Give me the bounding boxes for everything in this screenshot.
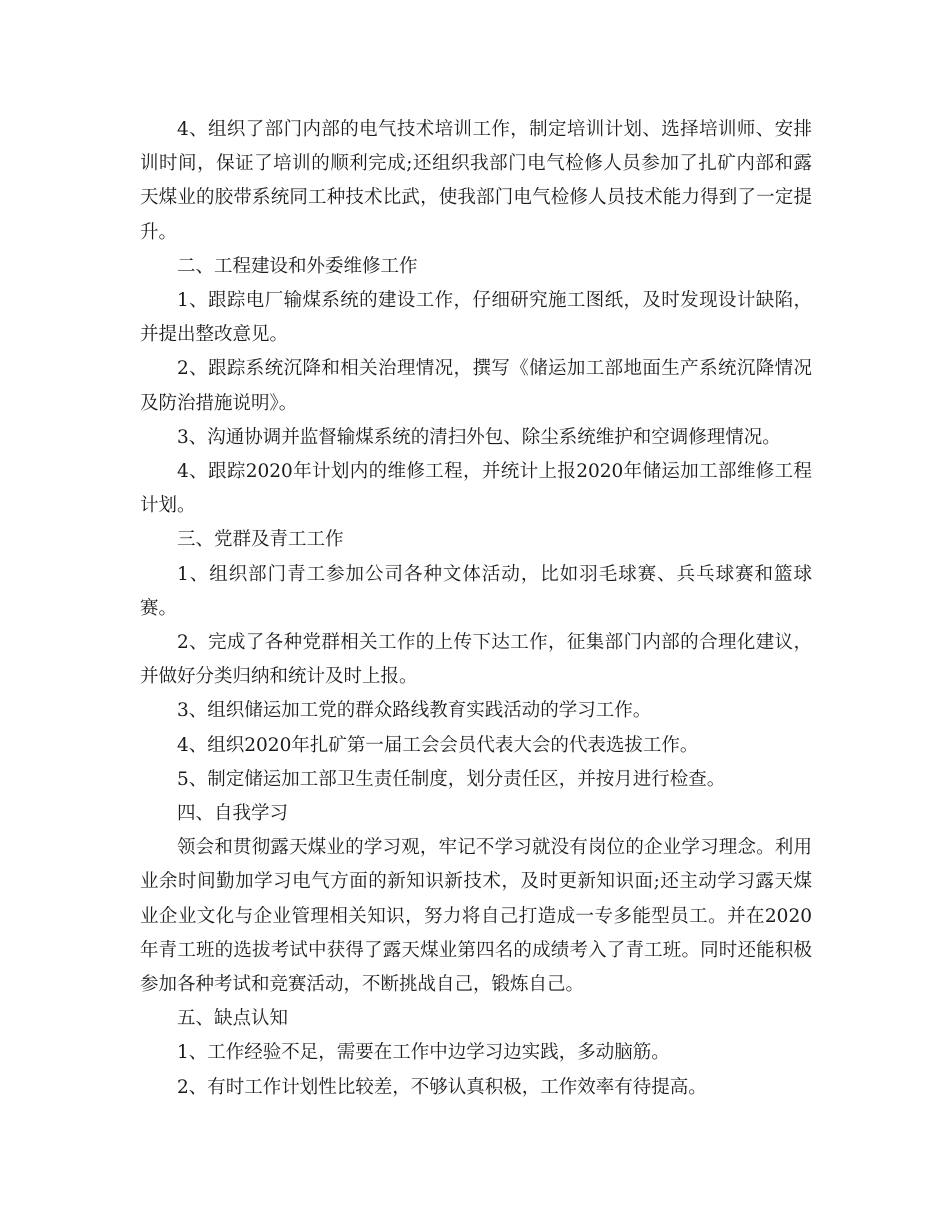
paragraph-sports: 1、组织部门青工参加公司各种文体活动，比如羽毛球赛、兵乓球赛和篮球赛。	[140, 563, 812, 619]
paragraph-union-congress: 4、组织2020年扎矿第一届工会会员代表大会的代表选拔工作。	[177, 734, 699, 756]
paragraph-experience: 1、工作经验不足，需要在工作中边学习边实践，多动脑筋。	[177, 1042, 670, 1064]
section-heading-shortcomings: 五、缺点认知	[177, 1008, 289, 1030]
paragraph-maintenance-plan: 4、跟踪2020年计划内的维修工程，并统计上报2020年储运加工部维修工程计划。	[140, 461, 812, 517]
paragraph-hygiene: 5、制定储运加工部卫生责任制度，划分责任区，并按月进行检查。	[177, 768, 726, 790]
paragraph-self-study: 领会和贯彻露天煤业的学习观，牢记不学习就没有岗位的企业学习理念。利用业余时间勤加学习电气方面的新知识新技术，及时更新知识面;还主动学习露天煤业企业文化与企业管理相关知识，努力将自己打造成一专多能型员工。并在2020年青工班的选拔考试中获得了露天煤业第四名的成绩考入了青工班。同时还能积极参加各种考试和竞赛活动，不断挑战自己，锻炼自己。	[140, 837, 812, 996]
paragraph-training: 4、组织了部门内部的电气技术培训工作，制定培训计划、选择培训师、安排训时间，保证了培训的顺利完成;还组织我部门电气检修人员参加了扎矿内部和露天煤业的胶带系统同工种技术比武，使我部门电气检修人员技术能力得到了一定提升。	[140, 119, 812, 243]
paragraph-coordination: 3、沟通协调并监督输煤系统的清扫外包、除尘系统维护和空调修理情况。	[177, 426, 781, 448]
paragraph-education: 3、组织储运加工党的群众路线教育实践活动的学习工作。	[177, 700, 652, 722]
paragraph-power-plant: 1、跟踪电厂输煤系统的建设工作，仔细研究施工图纸，及时发现设计缺陷，并提出整改意见。	[140, 290, 812, 346]
paragraph-planning: 2、有时工作计划性比较差，不够认真积极，工作效率有待提高。	[177, 1076, 707, 1098]
paragraph-settlement: 2、跟踪系统沉降和相关治理情况，撰写《储运加工部地面生产系统沉降情况及防治措施说明》。	[140, 358, 812, 414]
document-page	[140, 113, 812, 1105]
section-heading-engineering: 二、工程建设和外委维修工作	[177, 255, 418, 277]
section-heading-party-youth: 三、党群及青工工作	[177, 529, 344, 551]
paragraph-party-work: 2、完成了各种党群相关工作的上传下达工作，征集部门内部的合理化建议，并做好分类归纳和统计及时上报。	[140, 632, 812, 688]
section-heading-self-study: 四、自我学习	[177, 803, 289, 825]
